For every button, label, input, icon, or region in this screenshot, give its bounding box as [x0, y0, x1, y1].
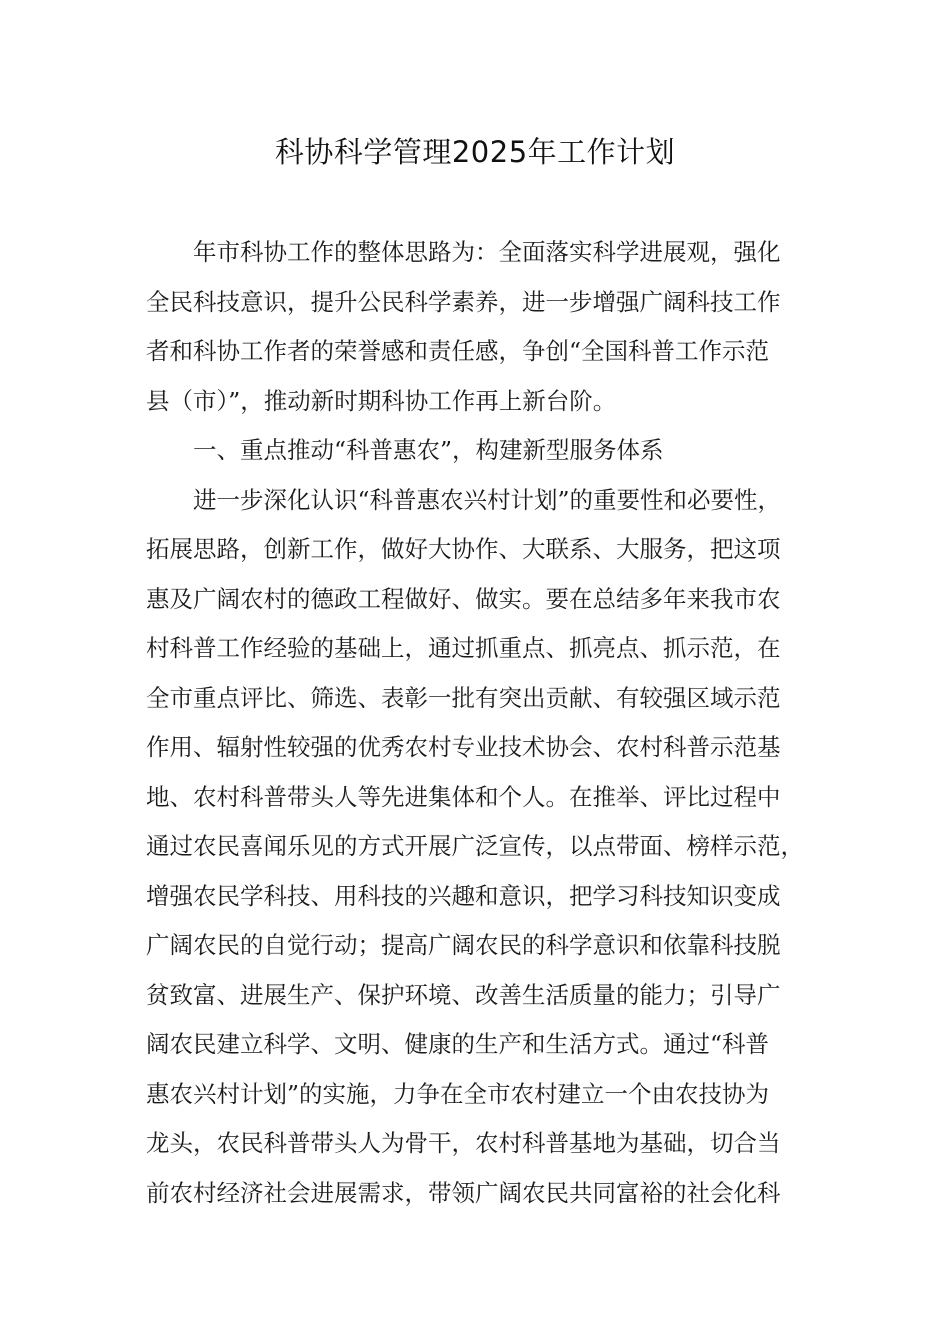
- paragraph-2-line-9: 增强农民学科技、用科技的兴趣和意识，把学习科技知识变成: [146, 882, 781, 910]
- section-heading-1: 一、重点推动“科普惠农”，构建新型服务体系: [193, 436, 664, 464]
- paragraph-2-line-15: 前农村经济社会进展需求，带领广阔农民共同富裕的社会化科: [146, 1179, 781, 1207]
- document-title: 科协科学管理2025年工作计划: [274, 135, 676, 169]
- paragraph-2-line-5: 全市重点评比、筛选、表彰一批有突出贡献、有较强区域示范: [146, 684, 781, 712]
- paragraph-2-line-4: 村科普工作经验的基础上，通过抓重点、抓亮点、抓示范，在: [146, 634, 781, 662]
- paragraph-2-line-7: 地、农村科普带头人等先进集体和个人。在推举、评比过程中: [146, 783, 781, 811]
- paragraph-2-line-14: 龙头，农民科普带头人为骨干，农村科普基地为基础，切合当: [146, 1129, 781, 1157]
- paragraph-2-line-3: 惠及广阔农村的德政工程做好、做实。要在总结多年来我市农: [146, 585, 781, 613]
- paragraph-2-line-10: 广阔农民的自觉行动；提高广阔农民的科学意识和依靠科技脱: [146, 931, 781, 959]
- paragraph-1-line-2: 全民科技意识，提升公民科学素养，进一步增强广阔科技工作: [146, 288, 781, 316]
- paragraph-2-line-2: 拓展思路，创新工作，做好大协作、大联系、大服务，把这项: [146, 535, 781, 563]
- paragraph-1-line-3: 者和科协工作者的荣誉感和责任感，争创“全国科普工作示范: [146, 337, 770, 365]
- paragraph-2-line-12: 阔农民建立科学、文明、健康的生产和生活方式。通过“科普: [146, 1030, 770, 1058]
- paragraph-2-line-1: 进一步深化认识“科普惠农兴村计划”的重要性和必要性，: [193, 486, 782, 514]
- paragraph-1-line-1: 年市科协工作的整体思路为：全面落实科学进展观，强化: [193, 238, 781, 266]
- paragraph-2-line-6: 作用、辐射性较强的优秀农村专业技术协会、农村科普示范基: [146, 733, 781, 761]
- paragraph-2-line-13: 惠农兴村计划”的实施，力争在全市农村建立一个由农技协为: [146, 1080, 770, 1108]
- paragraph-2-line-8: 通过农民喜闻乐见的方式开展广泛宣传，以点带面、榜样示范，: [146, 832, 804, 860]
- paragraph-1-line-4: 县（市）”，推动新时期科协工作再上新台阶。: [146, 387, 617, 415]
- paragraph-2-line-11: 贫致富、进展生产、保护环境、改善生活质量的能力；引导广: [146, 981, 781, 1009]
